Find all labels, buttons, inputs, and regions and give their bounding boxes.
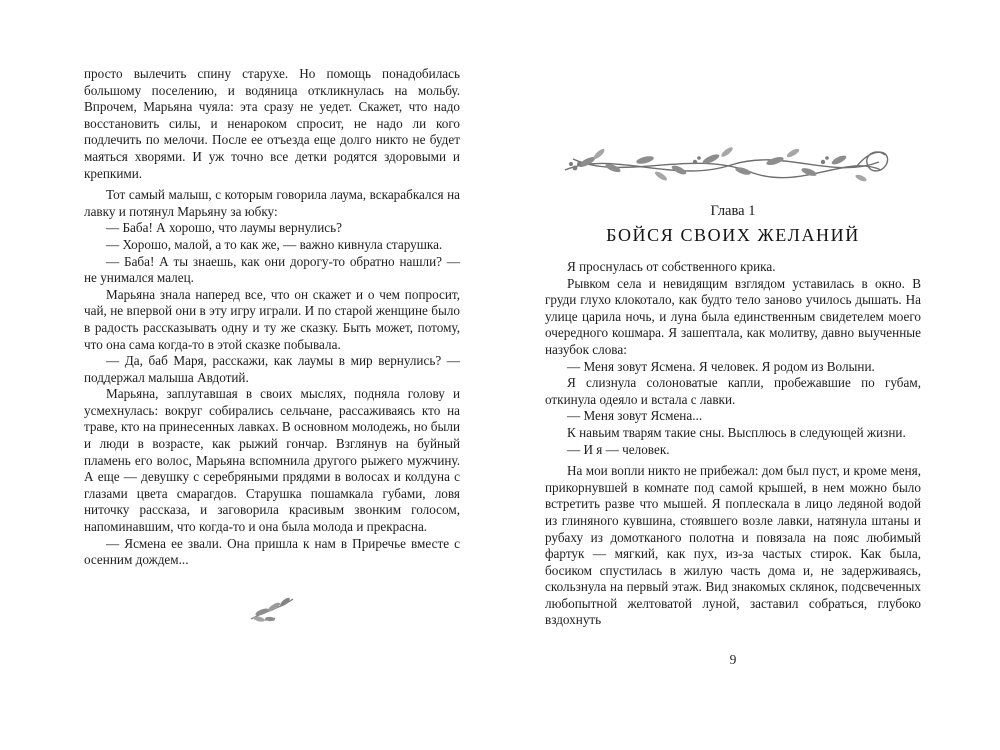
paragraph: просто вылечить спину старухе. Но помощь понадобилась большому поселению, и водяница откликнулась на мольбу. Впрочем, Марьяна чуяла: эта сразу не уедет. Скажет, что надо восстановить силы, и ненароком спросит, не надо ли кого подлечить по мелочи. После ее отъезда еще долго никто не будет маяться хворями. И уж точно все детки родятся здоровыми и крепкими. — [84, 66, 460, 181]
chapter-label: Глава 1 — [710, 203, 756, 219]
paragraph: — Меня зовут Ясмена... — [567, 408, 703, 424]
floral-garland-ornament — [545, 138, 921, 197]
right-page — [545, 138, 921, 629]
paragraph: К навьим тварям такие сны. Высплюсь в следующей жизни. — [567, 424, 906, 440]
paragraph: Тот самый малыш, с которым говорила лаума, вскарабкался на лавку и потянул Марьяну за юбку: — [84, 187, 460, 219]
paragraph: — Меня зовут Ясмена. Я человек. Я родом из Волыни. — [567, 358, 875, 374]
leaf-sprig-ornament — [84, 591, 460, 630]
paragraph: — Баба! А ты знаешь, как они дорогу-то обратно нашли? — не унимался малец. — [84, 253, 460, 286]
paragraph: Рывком села и невидящим взглядом уставилась в окно. В груди глухо клокотало, как будто тело заново училось дышать. На улице царила ночь, и луна была единственным свидетелем моего очередного кошмара. Я зашептала, как молитву, давно выученные назубок слова: — [545, 275, 921, 357]
left-page — [84, 66, 460, 630]
page-number: 9 — [729, 652, 737, 667]
left-page-text — [84, 66, 460, 569]
paragraph: Я проснулась от собственного крика. — [567, 259, 776, 274]
paragraph: Марьяна знала наперед все, что он скажет и о чем попросит, чай, не впервой они в эту игру играли. И по старой женщине было в радость рассказывать одну и ту же сказку. Быть может, потому, что она сама когда-то в этой сказке побывала. — [84, 286, 460, 352]
paragraph: — И я — человек. — [567, 441, 670, 457]
paragraph: Я слизнула солоноватые капли, пробежавшие по губам, откинула одеяло и встала с лавки. — [545, 375, 921, 407]
paragraph: — Хорошо, малой, а то как же, — важно кивнула старушка. — [106, 236, 443, 252]
chapter-title: БОЙСЯ СВОИХ ЖЕЛАНИЙ — [606, 225, 860, 245]
paragraph: Марьяна, заплутавшая в своих мыслях, подняла голову и усмехнулась: вокруг собирались сельчане, рассаживаясь кто на траве, кто на принесенных лавках. В основном молодежь, но были и люди в возрасте, как рыжий гончар. Взглянув на буйный пламень его волос, Марьяна вспомнила другого рыжего мужчину. А еще — девушку с серебряными прядями в волосах и колдуна с глазами цвета смарагдов. Старушка пошамкала губами, ловя ниточку рассказа, и заговорила красивым звонким голосом, напоминавшим, что когда-то и она была молода и прекрасна. — [84, 386, 460, 535]
paragraph: — Да, баб Маря, расскажи, как лаумы в мир вернулись? — поддержал малыша Авдотий. — [84, 353, 460, 385]
paragraph: — Ясмена ее звали. Она пришла к нам в Приречье вместе с осенним дождем... — [84, 535, 460, 568]
paragraph: На мои вопли никто не прибежал: дом был пуст, и кроме меня, прикорнувшей в комнате под самой крышей, в нем можно было встретить разве что мышей. Я поплескала в лицо ледяной водой из глиняного кувшина, стоявшего возле лавки, натянула штаны и рубаху из домотканого полотна и повязала на пояс любимый фартук — мягкий, как пух, из-за частых стирок. Как была, босиком спустилась в жилую часть дома и, не задерживаясь, скользнула на первый этаж. Вид знакомых склянок, подсвеченных любопытной желтоватой луной, заставил собраться, глубоко вздохнуть — [545, 463, 921, 628]
paragraph: — Баба! А хорошо, что лаумы вернулись? — [106, 220, 343, 236]
right-page-text — [545, 259, 921, 629]
